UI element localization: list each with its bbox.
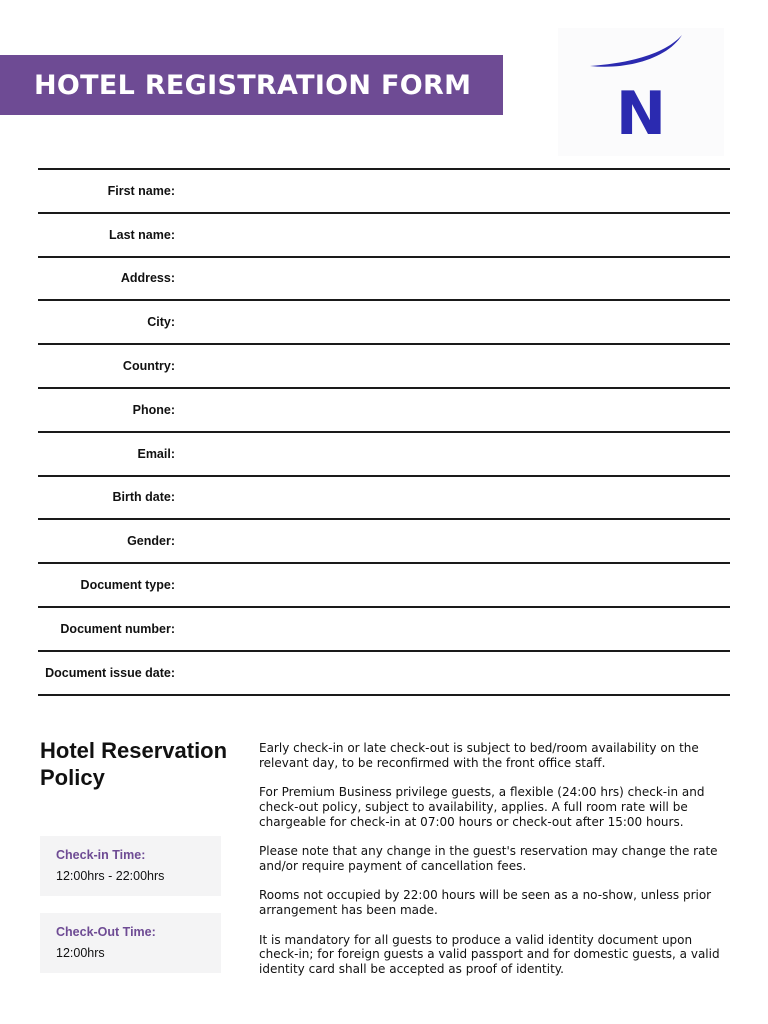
last-name-field[interactable]	[175, 214, 730, 256]
title-banner	[0, 55, 503, 115]
field-label: First name:	[107, 183, 175, 198]
form-row-document-type	[38, 564, 730, 608]
form-row-document-number	[38, 608, 730, 652]
form-row-address	[38, 258, 730, 302]
field-label: Document number:	[60, 621, 175, 636]
checkout-value: 12:00hrs	[56, 946, 105, 960]
form-row-birth-date	[38, 477, 730, 521]
form-row-country	[38, 345, 730, 389]
field-label: Address:	[120, 271, 175, 286]
first-name-field[interactable]	[175, 170, 730, 212]
form-row-phone	[38, 389, 730, 433]
city-field[interactable]	[175, 301, 730, 343]
field-label: Country:	[122, 359, 175, 374]
logo-n-icon	[558, 28, 724, 156]
field-label: Document type:	[80, 578, 175, 593]
field-label: Gender:	[127, 534, 175, 549]
document-issue-date-field[interactable]	[175, 652, 730, 694]
document-type-field[interactable]	[175, 564, 730, 606]
form-row-gender	[38, 520, 730, 564]
birth-date-field[interactable]	[175, 477, 730, 519]
document-number-field[interactable]	[175, 608, 730, 650]
form-row-document-issue-date	[38, 652, 730, 696]
field-label: Email:	[137, 446, 175, 461]
policy-paragraph: For Premium Business privilege guests, a flexible (24:00 hrs) check-in and check-out policy, subject to availability, applies. A full room rate will be chargeable for check-in at 07:00 hours or check-out after 15:00 hours.	[259, 785, 705, 829]
field-label: Phone:	[132, 402, 175, 417]
email-field[interactable]	[175, 433, 730, 475]
checkin-value: 12:00hrs - 22:00hrs	[56, 869, 165, 883]
form-row-city	[38, 301, 730, 345]
field-label: Birth date:	[112, 490, 175, 505]
checkin-time-card	[40, 836, 221, 896]
policy-text	[259, 741, 729, 992]
field-label: Document issue date:	[45, 665, 175, 680]
logo-letter: N	[615, 79, 667, 149]
policy-paragraph: Rooms not occupied by 22:00 hours will be seen as a no-show, unless prior arrangement has been made.	[259, 888, 712, 918]
logo-swoosh	[590, 35, 682, 67]
field-label: Last name:	[109, 227, 175, 242]
gender-field[interactable]	[175, 520, 730, 562]
field-label: City:	[147, 315, 175, 330]
registration-form	[38, 168, 730, 696]
form-row-first-name	[38, 170, 730, 214]
policy-paragraph: Please note that any change in the guest's reservation may change the rate and/or require payment of cancellation fees.	[259, 844, 718, 873]
form-row-last-name	[38, 214, 730, 258]
checkout-label: Check-Out Time:	[56, 925, 156, 939]
policy-paragraph: Early check-in or late check-out is subject to bed/room availability on the relevant day, to be reconfirmed with the front office staff.	[259, 741, 699, 770]
policy-heading: Hotel Reservation Policy	[40, 738, 228, 790]
phone-field[interactable]	[175, 389, 730, 431]
policy-paragraph: It is mandatory for all guests to produce a valid identity document upon check-in; for foreign guests a valid passport and for domestic guests, a valid identity card shall be accepted as proof of identity.	[259, 932, 720, 977]
address-field[interactable]	[175, 258, 730, 300]
checkout-time-card	[40, 913, 221, 973]
hotel-logo	[558, 28, 724, 156]
checkin-label: Check-in Time:	[56, 848, 146, 862]
page-title: HOTEL REGISTRATION FORM	[34, 69, 472, 101]
country-field[interactable]	[175, 345, 730, 387]
form-row-email	[38, 433, 730, 477]
